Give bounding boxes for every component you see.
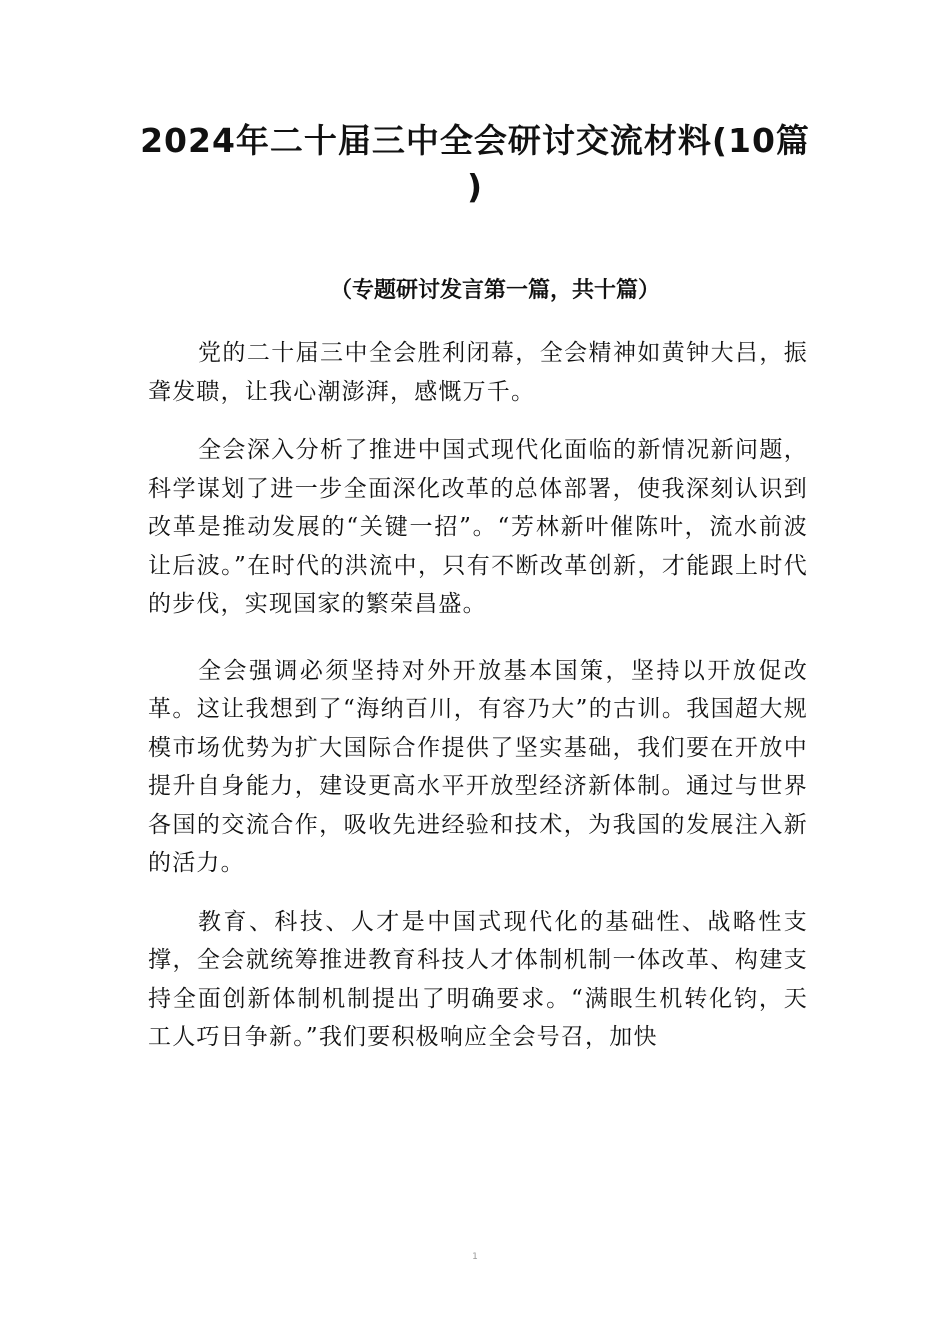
paragraph-3: 全会强调必须坚持对外开放基本国策，坚持以开放促改革。这让我想到了“海纳百川，有容乃大”的古训。我国超大规模市场优势为扩大国际合作提供了坚实基础，我们要在开放中提升自身能力，建设更高水平开放型经济新体制。通过与世界各国的交流合作，吸收先进经验和技术，为我国的发展注入新的活力。 xyxy=(148,657,808,876)
paragraph-1: 党的二十届三中全会胜利闭幕，全会精神如黄钟大吕，振聋发聩，让我心潮澎湃，感慨万千。 xyxy=(148,340,808,405)
document-body xyxy=(148,334,808,1077)
paragraph-4: 教育、科技、人才是中国式现代化的基础性、战略性支撑，全会就统筹推进教育科技人才体制机制一体改革、构建支持全面创新体制机制提出了明确要求。“满眼生机转化钧，天工人巧日争新。”我们要积极响应全会号召，加快 xyxy=(148,908,808,1050)
document-subtitle: （专题研讨发言第一篇，共十篇） xyxy=(330,278,661,303)
document-title: 2024年二十届三中全会研讨交流材料(10篇 ) xyxy=(140,121,810,206)
paragraph-2: 全会深入分析了推进中国式现代化面临的新情况新问题，科学谋划了进一步全面深化改革的总体部署，使我深刻认识到改革是推动发展的“关键一招”。“芳林新叶催陈叶，流水前波让后波。”在时代的洪流中，只有不断改革创新，才能跟上时代的步伐，实现国家的繁荣昌盛。 xyxy=(148,437,808,617)
page-number: 1 xyxy=(472,1252,478,1262)
